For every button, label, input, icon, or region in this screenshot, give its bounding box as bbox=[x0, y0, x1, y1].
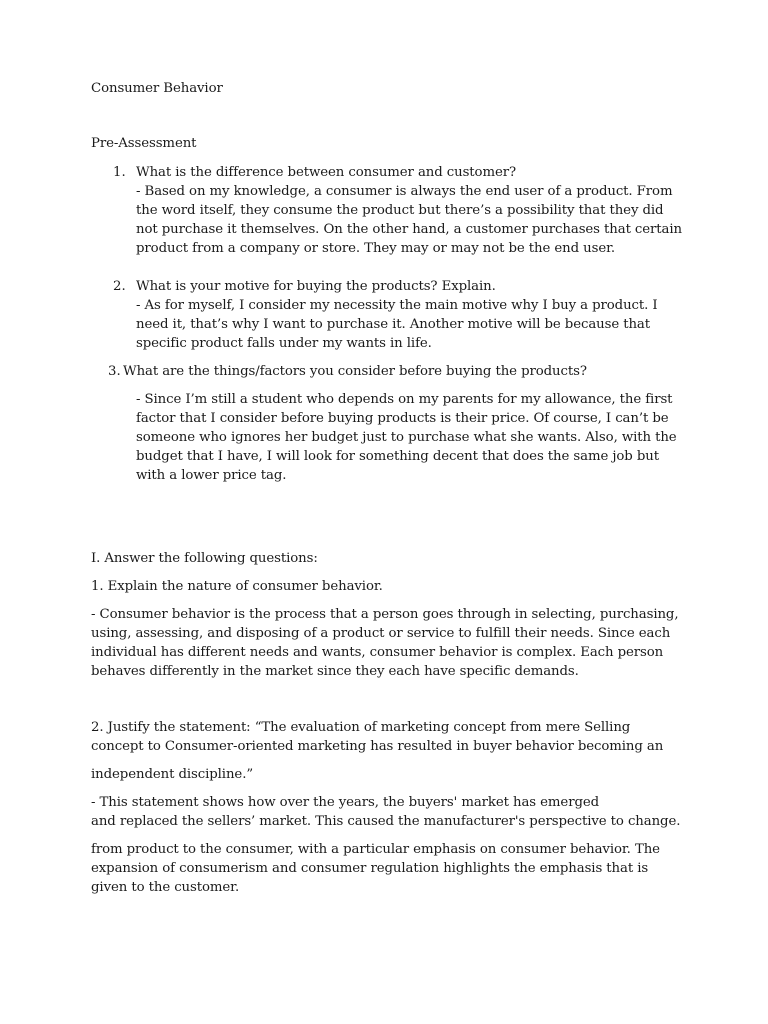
section-one-q1-answer-line: individual has different needs and wants, consumer behavior is complex. Each person bbox=[91, 645, 664, 660]
pre-item-3-answer-line: with a lower price tag. bbox=[136, 468, 287, 483]
pre-item-2-question: What is your motive for buying the products? Explain. bbox=[136, 279, 496, 294]
pre-item-1-answer-line: product from a company or store. They may or may not be the end user. bbox=[136, 241, 616, 256]
pre-item-3-answer-line: - Since I’m still a student who depends on my parents for my allowance, the first bbox=[136, 392, 673, 407]
pre-item-2-number: 2. bbox=[113, 279, 126, 294]
pre-item-2-answer-line: specific product falls under my wants in life. bbox=[136, 336, 432, 351]
document-title: Consumer Behavior bbox=[91, 81, 223, 96]
section-one-q2-question-line: 2. Justify the statement: “The evaluation of marketing concept from mere Selling bbox=[91, 720, 631, 735]
pre-item-1-answer-line: not purchase it themselves. On the other hand, a customer purchases that certain bbox=[136, 222, 682, 237]
section-one-q1-answer-line: - Consumer behavior is the process that a person goes through in selecting, purchasing, bbox=[91, 607, 679, 622]
pre-item-3-answer-line: someone who ignores her budget just to purchase what she wants. Also, with the bbox=[136, 430, 677, 445]
pre-item-1-answer-line: the word itself, they consume the product but there’s a possibility that they did bbox=[136, 203, 664, 218]
section-one-q1-answer-line: behaves differently in the market since they each have specific demands. bbox=[91, 664, 579, 679]
section-one-q2-answer-line: given to the customer. bbox=[91, 880, 240, 895]
pre-assessment-heading: Pre-Assessment bbox=[91, 136, 197, 151]
pre-item-2-answer-line: need it, that’s why I want to purchase it. Another motive will be because that bbox=[136, 317, 651, 332]
section-one-q2-answer-line: - This statement shows how over the years, the buyers' market has emerged bbox=[91, 795, 600, 810]
pre-item-1-question: What is the difference between consumer and customer? bbox=[136, 165, 517, 180]
pre-item-2-answer-line: - As for myself, I consider my necessity the main motive why I buy a product. I bbox=[136, 298, 658, 313]
section-one-q1-answer-line: using, assessing, and disposing of a product or service to fulfill their needs. Since each bbox=[91, 626, 671, 641]
section-one-q2-answer-line: from product to the consumer, with a particular emphasis on consumer behavior. The bbox=[91, 842, 660, 857]
section-one-q2-question-line: concept to Consumer-oriented marketing has resulted in buyer behavior becoming an bbox=[91, 739, 664, 754]
section-one-q2-question-line: independent discipline.” bbox=[91, 767, 254, 782]
pre-item-3-number: 3. bbox=[108, 364, 121, 379]
pre-item-3-answer-line: budget that I have, I will look for something decent that does the same job but bbox=[136, 449, 659, 464]
section-one-q1-question: 1. Explain the nature of consumer behavior. bbox=[91, 579, 383, 594]
pre-item-3-question: What are the things/factors you consider before buying the products? bbox=[123, 364, 587, 379]
section-one-q2-answer-line: and replaced the sellers’ market. This caused the manufacturer's perspective to change. bbox=[91, 814, 681, 829]
pre-item-1-number: 1. bbox=[113, 165, 126, 180]
pre-item-1-answer-line: - Based on my knowledge, a consumer is always the end user of a product. From bbox=[136, 184, 673, 199]
section-one-q2-answer-line: expansion of consumerism and consumer regulation highlights the emphasis that is bbox=[91, 861, 649, 876]
pre-item-3-answer-line: factor that I consider before buying products is their price. Of course, I can’t be bbox=[136, 411, 669, 426]
section-one-heading: I. Answer the following questions: bbox=[91, 551, 318, 566]
